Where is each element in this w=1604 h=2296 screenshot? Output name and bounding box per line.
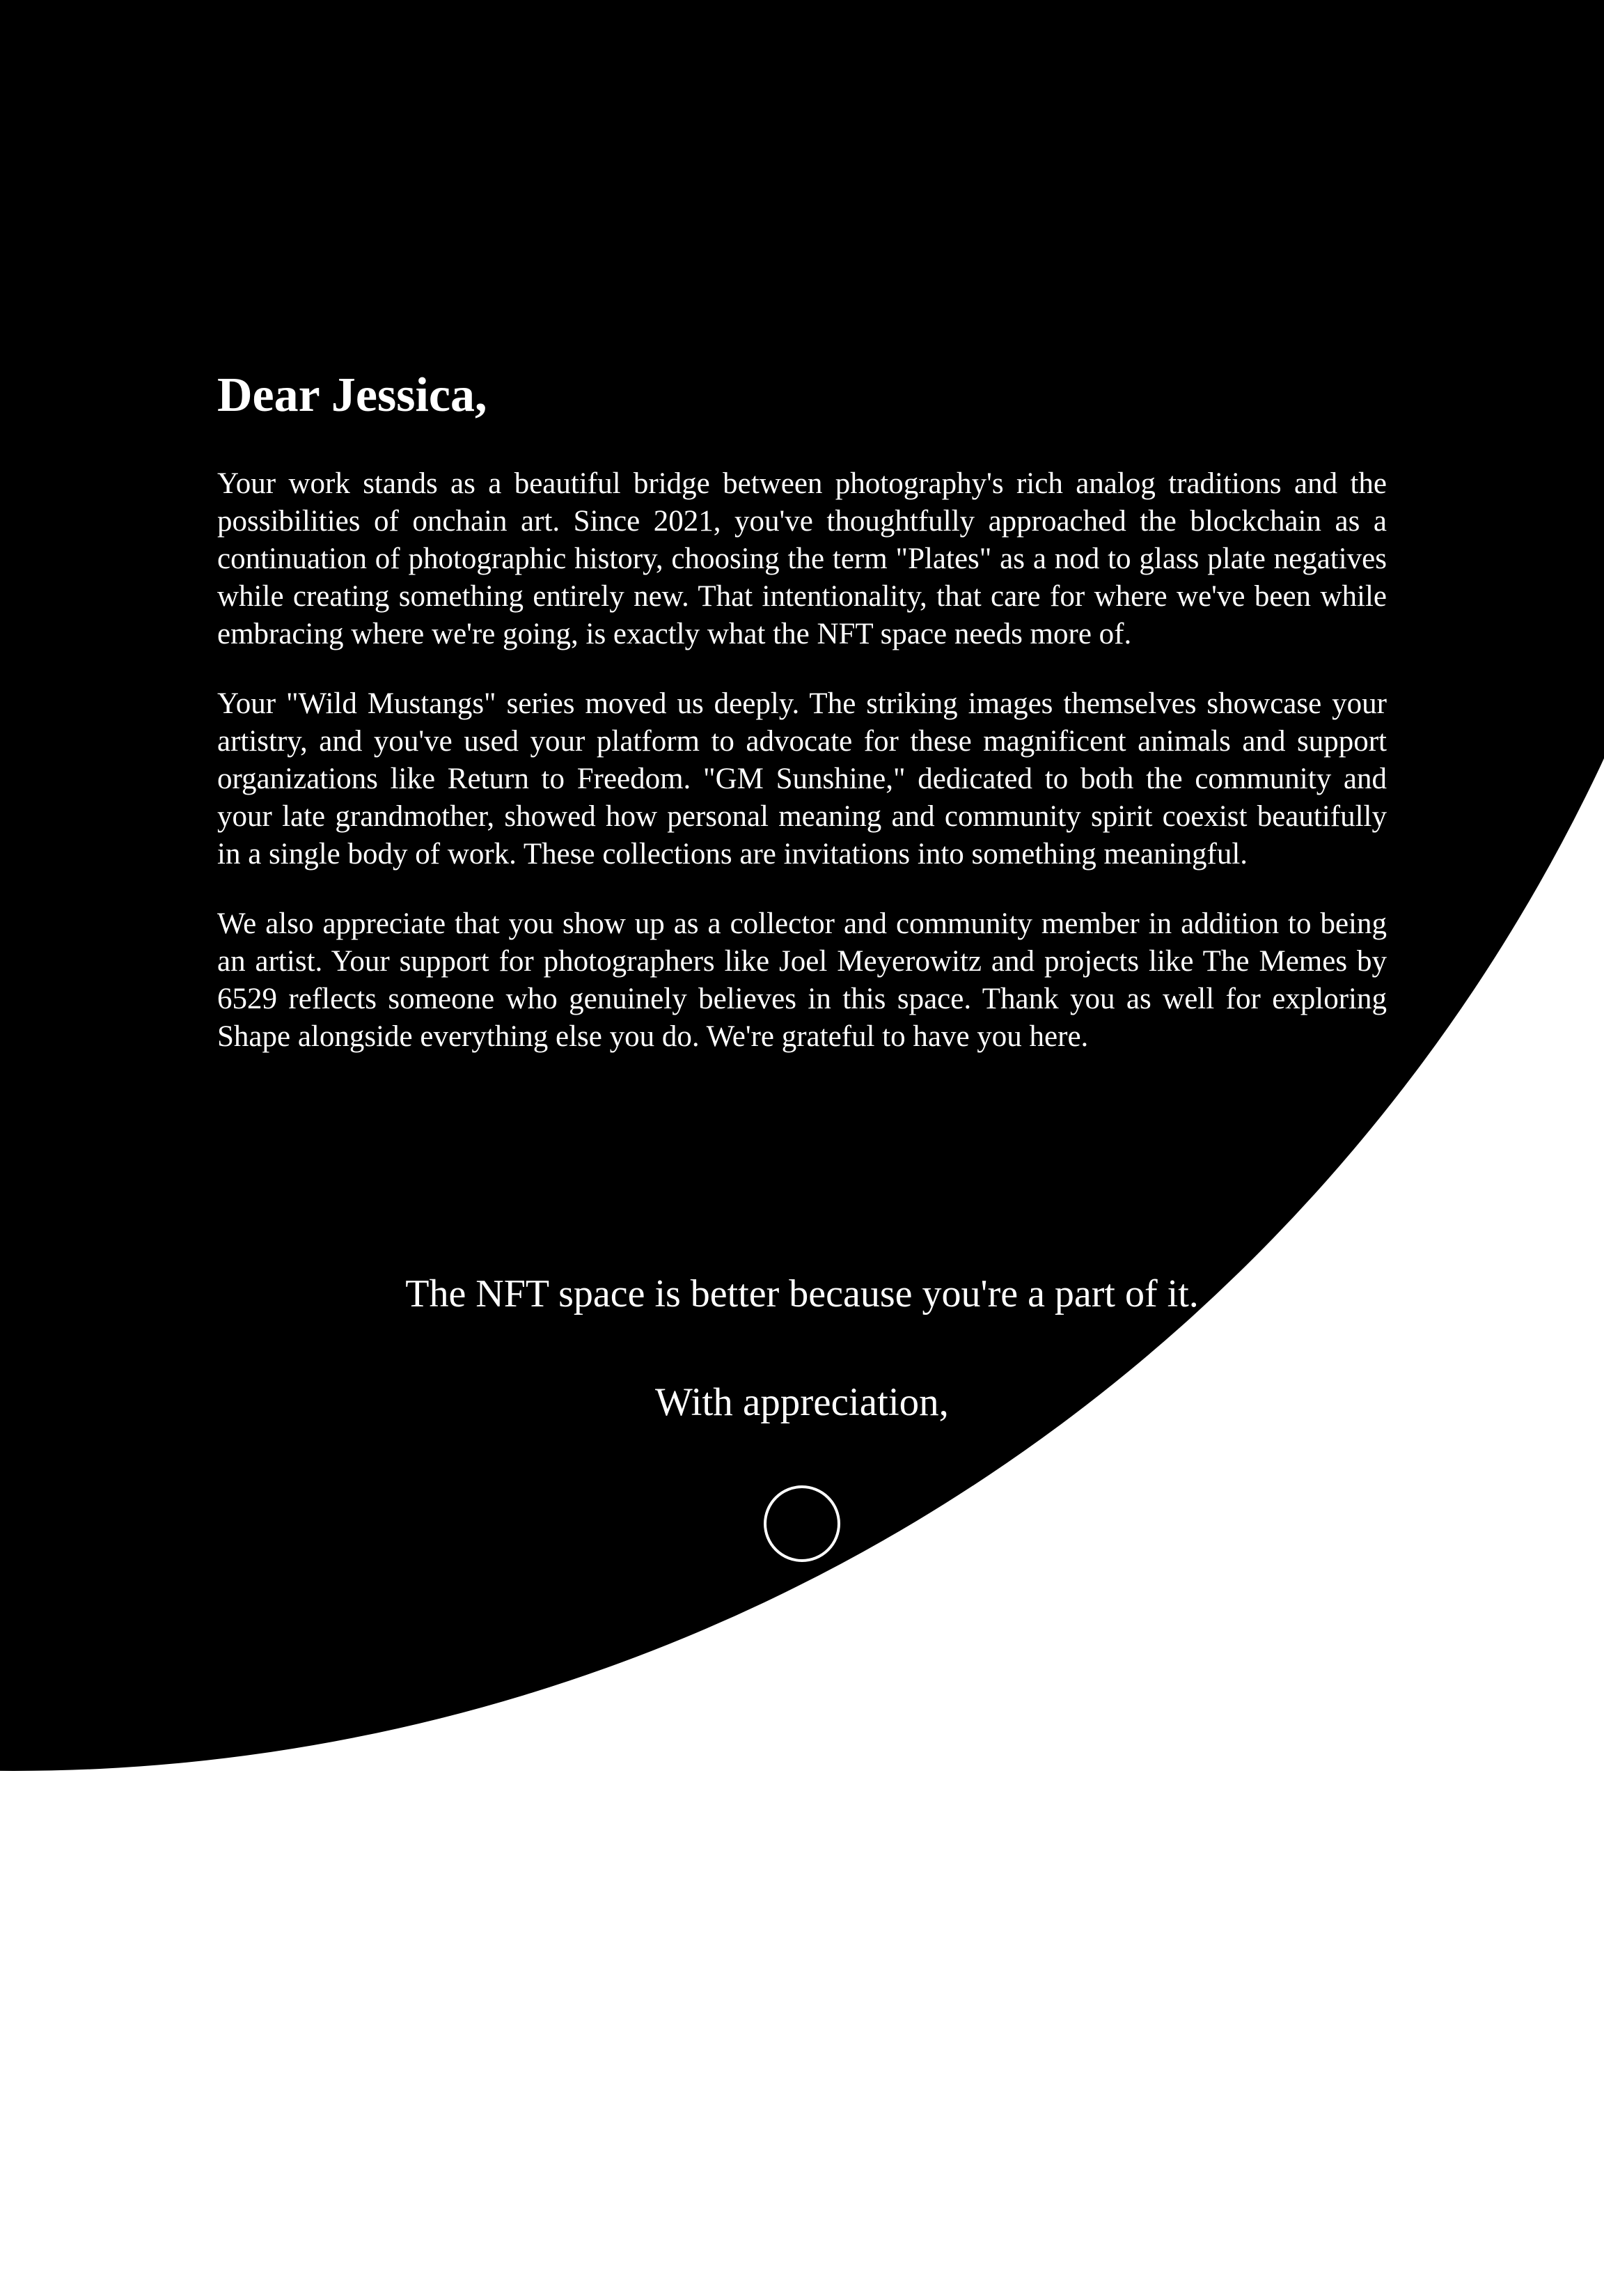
closing-line: The NFT space is better because you're a part of it. [405, 1272, 1199, 1315]
letter-paragraph-1: Your work stands as a beautiful bridge between photography's rich analog traditions and the possibilities of onchain art. Since 2021, you've thoughtfully approached the blockchain as a continuation of photographic history, choosing the term "Plates" as a nod to glass plate negatives while creating something entirely new. That intentionality, that care for where we've been while embracing where we're going, is exactly what the NFT space needs more of. [217, 467, 1387, 650]
signoff: With appreciation, [655, 1380, 949, 1424]
salutation: Dear Jessica, [217, 368, 487, 422]
letter-body [217, 465, 1387, 1088]
letter-paragraph-3: We also appreciate that you show up as a collector and community member in addition to being an artist. Your support for photographers like Joel Meyerowitz and projects like The Memes by 6529 reflects someone who genuinely believes in this space. Thank you as well for exploring Shape alongside everything else you do. We're grateful to have you here. [217, 907, 1387, 1053]
letter-paragraph-2: Your "Wild Mustangs" series moved us deeply. The striking images themselves showcase your artistry, and you've used your platform to advocate for these magnificent animals and support organizations like Return to Freedom. "GM Sunshine," dedicated to both the community and your late grandmother, showed how personal meaning and community spirit coexist beautifully in a single body of work. These collections are invitations into something meaningful. [217, 687, 1387, 870]
ring-logo-icon [764, 1485, 840, 1562]
